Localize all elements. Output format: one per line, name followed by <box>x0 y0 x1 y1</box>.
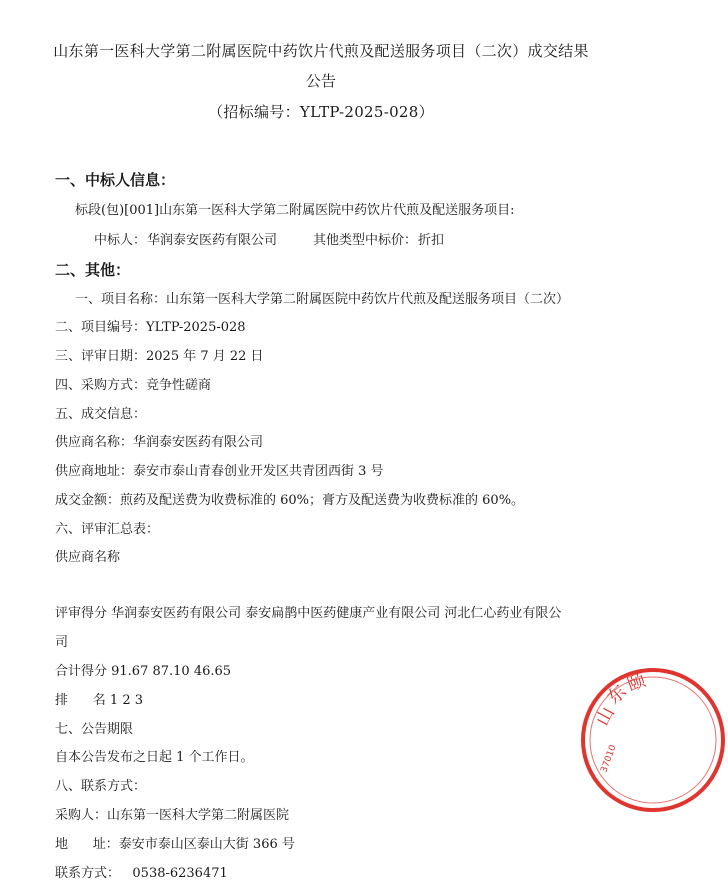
procurement-method: 四、采购方式：竞争性磋商 <box>55 378 212 393</box>
supplier-address: 供应商地址：泰安市泰山青春创业开发区共青团西街 3 号 <box>55 464 384 479</box>
section-1-heading: 一、中标人信息： <box>55 171 176 189</box>
supplier-name: 供应商名称：华润泰安医药有限公司 <box>55 435 264 450</box>
seal-outer-ring <box>583 670 723 810</box>
title-line-3: （招标编号：YLTP-2025-028） <box>208 103 434 121</box>
buyer: 采购人：山东第一医科大学第二附属医院 <box>55 808 290 823</box>
project-name: 一、项目名称：山东第一医科大学第二附属医院中药饮片代煎及配送服务项目（二次） <box>75 292 570 307</box>
section-2-heading: 二、其他： <box>55 261 131 279</box>
total-score-row: 合计得分 91.67 87.10 46.65 <box>55 664 232 679</box>
deal-info-heading: 五、成交信息： <box>55 407 147 422</box>
rank-row: 排 名 1 2 3 <box>55 693 144 708</box>
table-header: 供应商名称 <box>55 550 121 565</box>
score-row: 评审得分 华润泰安医药有限公司 泰安扁鹊中医药健康产业有限公司 河北仁心药业有限公 <box>55 606 562 621</box>
review-date: 三、评审日期：2025 年 7 月 22 日 <box>55 349 264 364</box>
contact-phone: 联系方式： 0538-6236471 <box>55 866 228 881</box>
announcement-period: 自本公告发布之日起 1 个工作日。 <box>55 750 254 765</box>
price-label: 其他类型中标价： <box>313 233 418 248</box>
title-line-2: 公告 <box>305 72 337 90</box>
title-line-1: 山东第一医科大学第二附属医院中药饮片代煎及配送服务项目（二次）成交结果 <box>53 42 589 60</box>
price-value: 折扣 <box>418 233 445 248</box>
score-row-continued: 司 <box>55 635 69 650</box>
seal-char-1: 山 <box>591 703 619 730</box>
announcement-period-heading: 七、公告期限 <box>55 722 134 737</box>
lot-line: 标段(包)[001]山东第一医科大学第二附属医院中药饮片代煎及配送服务项目: <box>75 203 515 218</box>
official-seal-stamp <box>578 665 728 815</box>
buyer-address: 地 址：泰安市泰山区泰山大街 366 号 <box>55 837 295 852</box>
seal-char-3: 颐 <box>624 669 649 696</box>
review-summary-heading: 六、评审汇总表： <box>55 522 160 537</box>
contact-heading: 八、联系方式： <box>55 779 147 794</box>
seal-code: 37010 <box>599 743 619 775</box>
winner-value: 华润泰安医药有限公司 <box>147 233 278 248</box>
winner-label: 中标人： <box>94 233 147 248</box>
deal-amount: 成交金额：煎药及配送费为收费标准的 60%；膏方及配送费为收费标准的 60%。 <box>55 493 525 508</box>
project-number: 二、项目编号：YLTP-2025-028 <box>55 320 246 335</box>
seal-char-2: 东 <box>603 681 631 709</box>
